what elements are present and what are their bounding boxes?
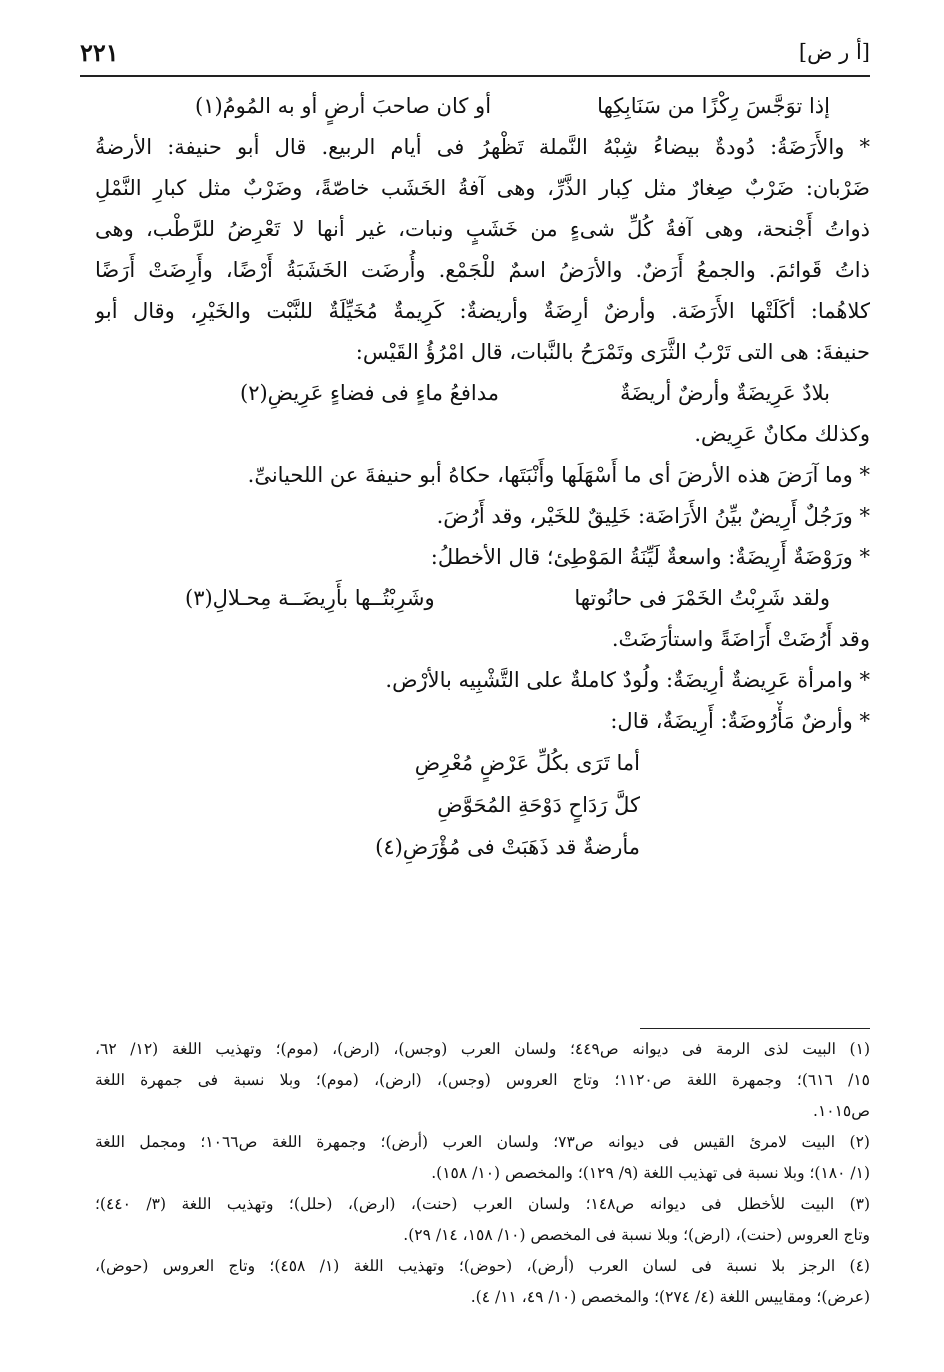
text-line: وكذلك مكانٌ عَرِيض. bbox=[694, 422, 870, 446]
verse-line bbox=[95, 373, 870, 414]
verse-first-hemistich: بلادٌ عَرِيضَةٌ وأرضٌ أريضَةٌ bbox=[620, 381, 830, 405]
text-line: * وأرضٌ مَأْرُوضَةٌ: أَرِيضَةٌ، قال: bbox=[610, 709, 870, 733]
verse-first-hemistich: إذا توَجَّسَ رِكْزًا من سَنَابِكِها bbox=[597, 94, 830, 118]
footnote-line: (٢) البيت لامرئ القيس فى ديوانه ص٧٣؛ ولسان العرب (أرض)؛ وجمهرة اللغة ص١٠٦٦؛ ومجمل اللغة bbox=[95, 1133, 870, 1151]
footnote-line: (٣) البيت للأخطل فى ديوانه ص١٤٨؛ ولسان العرب (حنت)، (ارض)، (حلل)؛ وتهذيب اللغة (٣/ ٤٤٠)؛ bbox=[95, 1195, 870, 1213]
page-number: ٢٢١ bbox=[80, 38, 119, 67]
footnote-line: (١/ ١٨٠)؛ وبلا نسبة فى تهذيب اللغة (٩/ ١٢٩)؛ والمخصص (١٠/ ١٥٨). bbox=[431, 1164, 870, 1182]
verse-line bbox=[95, 578, 870, 619]
text-line: وقد أَرُضَتْ أَرَاضَةً واستأرَضَتْ. bbox=[611, 627, 870, 651]
running-header bbox=[80, 38, 870, 74]
main-text bbox=[95, 86, 870, 868]
text-line: ذاتُ قَوائمَ. والجمعُ أَرَضٌ. والأرَضُ اسمٌ للْجَمْع. وأُرضَت الخَشَبَةُ أَرْضًا، وأَرِضَتْ أَرَضًا bbox=[95, 258, 870, 282]
text-line: * وما آرَضَ هذه الأرضَ أى ما أَسْهَلَها وأَنْبَتَها، حكاهُ أبو حنيفةَ عن اللحيانىِّ. bbox=[247, 463, 870, 487]
verse-first-hemistich: ولقد شَرِبْتُ الخَمْرَ فى حانُوتها bbox=[574, 586, 830, 610]
footnote-line: ص١٠١٥. bbox=[813, 1102, 870, 1120]
text-line: * والأَرَضَةُ: دُودةٌ بيضاءُ شِبْهُ النَّملة تَظْهرُ فى أيام الربيع. قال أبو حنيفة: الأرضةُ bbox=[95, 135, 870, 159]
rajaz-line: مأرضةٌ قد ذَهَبَتْ فى مُؤْرَضِ(٤) bbox=[375, 835, 640, 859]
footnote-line: (١) البيت لذى الرمة فى ديوانه ص٤٤٩؛ ولسان العرب (وجس)، (ارض)، (موم)؛ وتهذيب اللغة (١٢/ ٦٢، bbox=[95, 1040, 870, 1058]
verse-line bbox=[95, 86, 870, 127]
text-line: حنيفةَ: هى التى تَرْبُ الثَّرَى وتَمْرَحُ بالنَّبات، قال امْرُؤُ القَيْس: bbox=[355, 340, 870, 364]
text-line: * ورَجُلٌ أَرِيضٌ بيِّنُ الأَرَاضَة: خَلِيقٌ للخَيْر، وقد أَرُضَ. bbox=[436, 504, 870, 528]
rajaz-line: أما تَرَى بكُلِّ عَرْضٍ مُعْرِضِ bbox=[414, 751, 640, 775]
verse-second-hemistich: أو كان صاحبَ أرضٍ أو به المُومُ(١) bbox=[195, 94, 492, 118]
running-head: [أ ر ض] bbox=[798, 40, 870, 64]
footnote-line: (عرض)؛ ومقاييس اللغة (٤/ ٢٧٤)؛ والمخصص (١٠/ ٤٩، ١١/ ٤). bbox=[470, 1288, 870, 1306]
footnote-line: (٤) الرجز بلا نسبة فى لسان العرب (أرض)، (حوض)؛ وتهذيب اللغة (١/ ٤٥٨)؛ وتاج العروس (حوض)، bbox=[95, 1257, 870, 1275]
verse-second-hemistich: مدافعُ ماءٍ فى فضاءٍ عَرِيضِ(٢) bbox=[240, 381, 499, 405]
footnotes bbox=[95, 1034, 870, 1313]
rajaz-line: كلَّ رَدَاحٍ دَوْحَةِ المُحَوَّضِ bbox=[437, 793, 640, 817]
text-line: * ورَوْضَةٌ أَرِيضَةٌ: واسعةٌ لَيِّنَةُ المَوْطِئ؛ قال الأخطلُ: bbox=[430, 545, 870, 569]
header-rule bbox=[80, 75, 870, 77]
verse-second-hemistich: وشَرِبْتُــها بأَرِيضَــة مِحـلالِ(٣) bbox=[185, 586, 435, 610]
footnote-line: ١٥/ ٦١٦)؛ وجمهرة اللغة ص١١٢٠؛ وتاج العروس (وجس)، (ارض)، (موم)؛ وبلا نسبة فى جمهرة اللغة bbox=[95, 1071, 870, 1089]
footnote-line: وتاج العروس (حنت)، (ارض)؛ وبلا نسبة فى المخصص (١٠/ ١٥٨، ١٤/ ٢٩). bbox=[403, 1226, 870, 1244]
text-line: كلاهُما: أكَلَتْها الأَرَضَة. وأرضٌ أرِضَةٌ وأريضةٌ: كَرِيمةٌ مُخَيِّلَةٌ للنَّبْت والخَيْرِ، وقال أبو bbox=[95, 299, 870, 323]
text-line: ذواتُ أَجْنحة، وهى آفةُ كُلِّ شىءٍ من خَشَبٍ ونبات، غير أنها لا تَعْرِضُ للرَّطْب، وهى bbox=[95, 217, 870, 241]
footnote-rule bbox=[640, 1028, 870, 1029]
text-line: ضَرْبان: ضَرْبٌ صِغارٌ مثل كِبار الذَّرِّ، وهى آفةُ الخَشَب خاصّةً، وضَرْبٌ مثل كبارِ النَّمْلِ bbox=[95, 176, 870, 200]
text-line: * وامرأة عَرِيضةٌ أرِيضَةٌ: ولُودٌ كاملةٌ على التَّشْبِيه بالأرْض. bbox=[385, 668, 870, 692]
